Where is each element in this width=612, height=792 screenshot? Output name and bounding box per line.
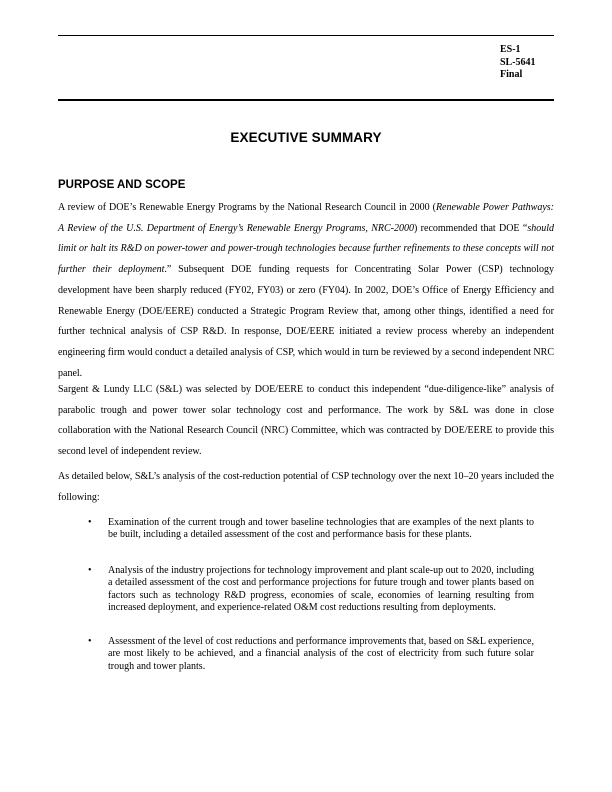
- paragraph-text: .” Subsequent DOE funding requests for Concentrating Solar Power (CSP) technology development have been sharply reduced (FY02, FY03) or zero (FY04). In 2002, DOE’s Office of Energy Efficiency and Renewable Energy (DOE/EERE) conducted a Strategic Program Review that, among other things, identified a need for further technical analysis of CSP R&D. In response, DOE/EERE initiated a review process whereby an independent engineering firm would conduct a detailed analysis of CSP, which would in turn be reviewed by a second independent NRC panel.: [58, 264, 554, 379]
- paragraph-text: A review of DOE’s Renewable Energy Programs by the National Research Council in 2000 (: [58, 202, 436, 213]
- header-top-rule: [58, 35, 554, 36]
- section-heading: PURPOSE AND SCOPE: [58, 179, 186, 191]
- document-identifier: [500, 44, 536, 82]
- paragraph-text: Sargent & Lundy LLC (S&L) was selected by DOE/EERE to conduct this independent “due-diligence-like” analysis of parabolic trough and power tower solar technology cost and performance. The work by S&L was done in close collaboration with the National Research Council (NRC) Committee, which was contracted by DOE/EERE to provide this second level of independent review.: [58, 384, 554, 458]
- doc-code: ES-1: [500, 44, 521, 55]
- bullet-icon: •: [88, 517, 92, 528]
- page-title: EXECUTIVE SUMMARY: [230, 130, 382, 145]
- list-item: [88, 636, 534, 673]
- bullet-text: Analysis of the industry projections for technology improvement and plant scale-up out to 2020, including a detailed assessment of the cost and performance projections for future trough and tower plants based on factors such as technology R&D progress, economies of scale, economies of learning resulting from increased deployment, and experience-related O&M cost reductions resulting from deployments.: [108, 565, 534, 614]
- header-bottom-rule: [58, 99, 554, 101]
- bullet-list-item: [88, 517, 534, 542]
- report-number: SL-5641: [500, 56, 536, 68]
- bullet-text: Assessment of the level of cost reductions and performance improvements that, based on S&L experience, are most likely to be achieved, and a financial analysis of the cost of electricity from such future solar trough and tower plants.: [108, 636, 534, 672]
- report-citation: Renewable Power Pathways: A Review of the U.S. Department of Energy’s Renewable Energy Programs, NRC-2000: [58, 202, 554, 234]
- selection-paragraph: [58, 380, 554, 463]
- document-status: Final: [500, 69, 523, 80]
- purpose-paragraph: [58, 198, 554, 384]
- nrc-quote: should limit or halt its R&D on power-tower and power-trough technologies because further refinements to these concepts will not further their deployment: [58, 222, 554, 276]
- paragraph-text: As detailed below, S&L’s analysis of the cost-reduction potential of CSP technology over the next 10–20 years included the following:: [58, 471, 554, 503]
- bullet-icon: •: [88, 636, 92, 647]
- analysis-intro-paragraph: [58, 467, 554, 508]
- bullet-list-item: [88, 636, 534, 673]
- list-item: [88, 565, 534, 615]
- paragraph-text: ) recommended that DOE “: [414, 222, 528, 234]
- bullet-icon: •: [88, 565, 92, 576]
- bullet-list-item: [88, 565, 534, 615]
- bullet-text: Examination of the current trough and tower baseline technologies that are examples of the next plants to be built, including a detailed assessment of the cost and performance basis for these plants.: [108, 517, 534, 541]
- list-item: [88, 517, 534, 542]
